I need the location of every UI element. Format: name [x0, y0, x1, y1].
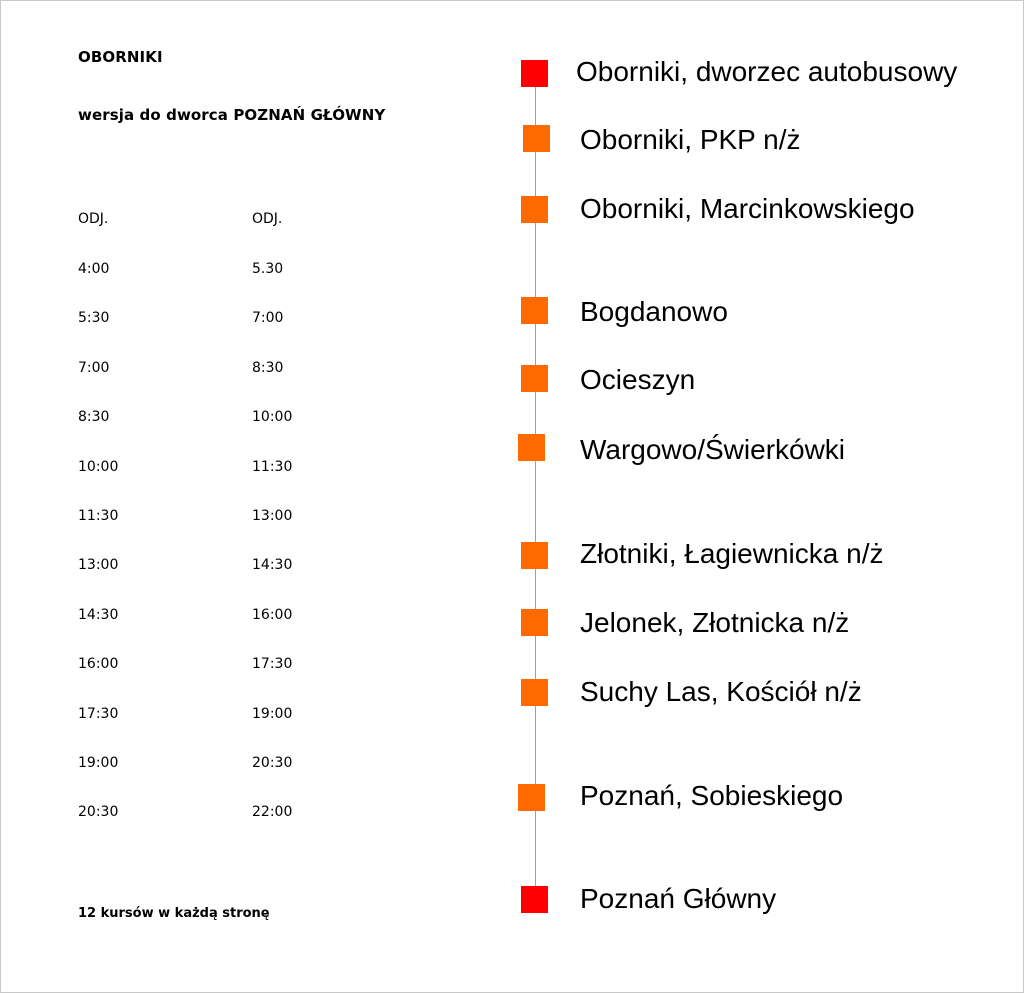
departure-time: 14:30	[78, 607, 119, 623]
departure-time: 17:30	[252, 656, 293, 672]
departure-time: 10:00	[252, 409, 293, 425]
stop-marker	[521, 609, 548, 636]
version-label: wersja do dworca POZNAŃ GŁÓWNY	[78, 106, 386, 124]
departure-time: 13:00	[78, 557, 119, 573]
stop-name: Złotniki, Łagiewnicka n/ż	[580, 538, 884, 569]
stop-name: Poznań, Sobieskiego	[580, 780, 844, 811]
departure-time: 22:00	[252, 804, 293, 820]
departure-time: 13:00	[252, 508, 293, 524]
departure-time: 16:00	[252, 607, 293, 623]
stop-name: Jelonek, Złotnicka n/ż	[580, 607, 850, 638]
stop-name: Ocieszyn	[580, 364, 696, 395]
stop-name: Wargowo/Świerkówki	[580, 434, 846, 465]
departure-time: 20:30	[78, 804, 119, 820]
departure-column-header: ODJ.	[252, 211, 283, 227]
stop-name: Oborniki, PKP n/ż	[580, 124, 801, 155]
courses-count-note: 12 kursów w każdą stronę	[78, 906, 270, 921]
departure-column-header: ODJ.	[78, 211, 109, 227]
departure-time: 8:30	[78, 409, 110, 425]
departure-time: 19:00	[78, 755, 119, 771]
stop-marker	[518, 784, 545, 811]
departure-time: 5:30	[78, 310, 110, 326]
city-title: OBORNIKI	[78, 48, 163, 66]
departure-time: 17:30	[78, 706, 119, 722]
departure-time: 4:00	[78, 261, 110, 277]
departure-time: 11:30	[252, 459, 293, 475]
departure-time: 19:00	[252, 706, 293, 722]
stop-marker	[521, 196, 548, 223]
stop-marker	[523, 125, 550, 152]
departure-time: 20:30	[252, 755, 293, 771]
stop-marker	[521, 297, 548, 324]
stop-marker	[521, 365, 548, 392]
terminal-stop-marker	[521, 886, 548, 913]
stop-name: Suchy Las, Kościół n/ż	[580, 676, 862, 707]
stop-name: Oborniki, dworzec autobusowy	[576, 56, 958, 87]
departure-time: 16:00	[78, 656, 119, 672]
stop-name: Poznań Główny	[580, 883, 777, 914]
departure-time: 11:30	[78, 508, 119, 524]
stop-marker	[521, 542, 548, 569]
departure-time: 10:00	[78, 459, 119, 475]
departure-time: 5.30	[252, 261, 284, 277]
stop-name: Bogdanowo	[580, 296, 728, 327]
departure-time: 7:00	[252, 310, 284, 326]
stop-name: Oborniki, Marcinkowskiego	[580, 193, 915, 224]
terminal-stop-marker	[521, 60, 548, 87]
departure-time: 7:00	[78, 360, 110, 376]
stop-marker	[521, 679, 548, 706]
departure-time: 14:30	[252, 557, 293, 573]
stop-marker	[518, 434, 545, 461]
departure-time: 8:30	[252, 360, 284, 376]
